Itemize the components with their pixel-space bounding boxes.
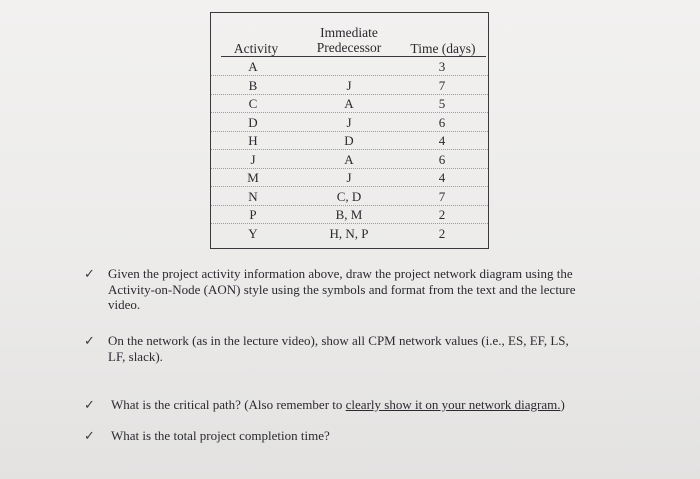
predecessor-cell: A — [344, 96, 354, 111]
table-row — [211, 188, 488, 206]
activity-cell: D — [248, 114, 258, 130]
time-cell: 7 — [438, 77, 446, 93]
predecessor-cell: D — [344, 133, 354, 148]
header-time: Time (days) — [410, 41, 476, 56]
activity-cell: M — [247, 170, 259, 185]
header-predecessor-line2: Predecessor — [316, 40, 382, 55]
checkmark-icon: ✓ — [84, 428, 95, 443]
header-predecessor-line1: Immediate — [320, 25, 378, 40]
activity-cell: H — [248, 133, 258, 148]
activity-cell: Y — [248, 225, 258, 241]
bullet-cpm-values — [84, 333, 684, 367]
bullet-draw-network — [84, 266, 684, 316]
table-row — [211, 132, 488, 150]
bullet-line: On the network (as in the lecture video), show all CPM network values (i.e., ES, EF, LS, — [108, 333, 569, 348]
time-cell: 6 — [438, 114, 446, 130]
activity-cell: J — [250, 151, 256, 167]
table-row — [211, 206, 488, 224]
bullet-text-pre: What is the critical path? (Also remember to — [111, 397, 346, 412]
table-row — [211, 114, 488, 132]
table-row — [211, 169, 488, 187]
checkmark-icon: ✓ — [84, 397, 95, 412]
predecessor-cell: C, D — [336, 188, 362, 204]
predecessor-cell: J — [346, 170, 352, 185]
table-row — [211, 77, 488, 95]
predecessor-cell: J — [346, 114, 352, 130]
bullet-text-underlined: clearly show it on your network diagram. — [345, 397, 561, 412]
activity-table — [210, 12, 489, 249]
activity-cell: A — [248, 59, 258, 74]
bullet-text: What is the total project completion time? — [111, 428, 330, 443]
bullet-line: Activity-on-Node (AON) style using the symbols and format from the text and the lecture — [108, 281, 576, 297]
bullet-text — [111, 397, 691, 413]
header-activity: Activity — [233, 41, 279, 56]
predecessor-cell: A — [344, 151, 354, 167]
time-cell: 5 — [438, 96, 446, 111]
header-predecessor — [309, 25, 389, 55]
activity-cell: N — [248, 188, 258, 204]
predecessor-cell: B, M — [335, 207, 363, 222]
time-cell: 3 — [438, 59, 446, 74]
checkmark-icon: ✓ — [84, 266, 95, 281]
predecessor-cell: H, N, P — [329, 225, 369, 241]
table-row — [211, 95, 488, 113]
time-cell: 6 — [438, 151, 446, 167]
time-cell: 4 — [438, 133, 446, 148]
table-row — [211, 151, 488, 169]
time-cell: 4 — [438, 170, 446, 185]
time-cell: 2 — [438, 225, 446, 241]
bullet-text-post: ) — [560, 397, 565, 412]
bullet-critical-path — [84, 397, 684, 415]
time-cell: 7 — [438, 188, 446, 204]
predecessor-cell: J — [346, 77, 352, 93]
activity-cell: B — [248, 77, 258, 93]
bullet-line: video. — [108, 297, 141, 312]
bullet-completion-time — [84, 428, 684, 446]
activity-cell: P — [249, 207, 257, 222]
checkmark-icon: ✓ — [84, 333, 95, 348]
time-cell: 2 — [438, 207, 446, 222]
bullet-line: LF, slack). — [108, 348, 163, 364]
table-row — [211, 58, 488, 76]
bullet-text — [108, 266, 688, 313]
bullet-text — [108, 333, 688, 364]
table-row — [211, 225, 488, 243]
bullet-line: Given the project activity information above, draw the project network diagram using the — [108, 266, 573, 281]
activity-cell: C — [248, 96, 258, 111]
